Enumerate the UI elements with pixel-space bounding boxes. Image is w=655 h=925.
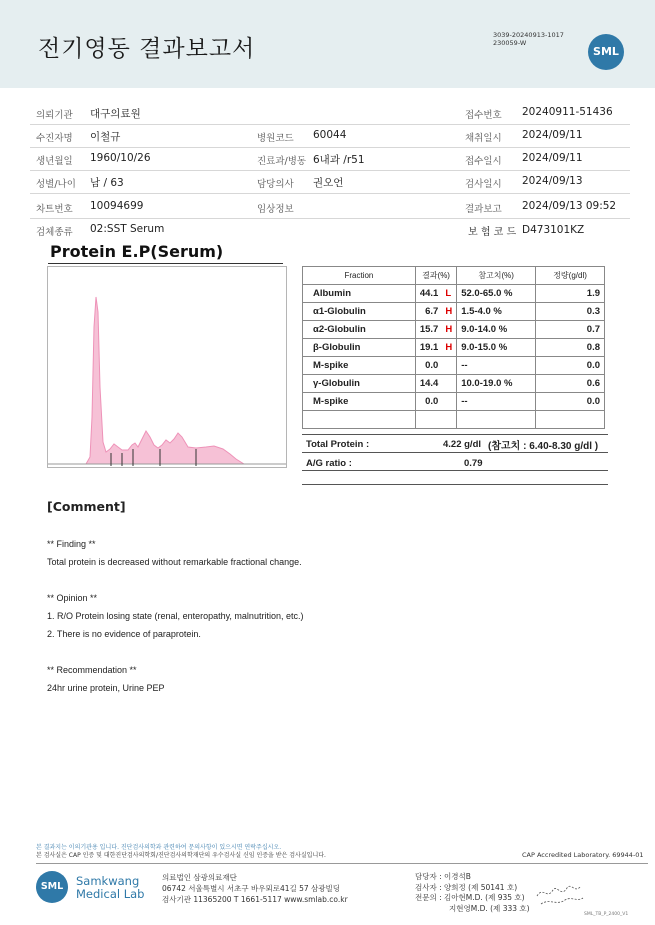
result-flag: [442, 357, 456, 375]
brand-line-2: Medical Lab: [76, 887, 145, 901]
reference-range: --: [457, 357, 536, 375]
staff-line-4: 지현영M.D. (제 333 호): [449, 903, 530, 913]
specimen-label: 검체종류: [36, 227, 73, 238]
quantity-value: 1.9: [536, 285, 605, 303]
report-date-value: 2024/09/13 09:52: [522, 200, 617, 212]
ag-ratio-label: A/G ratio :: [306, 458, 352, 469]
footer-rule: [36, 863, 648, 864]
fraction-name: M-spike: [303, 357, 416, 375]
result-header: 결과(%): [415, 267, 456, 285]
table-row: [303, 375, 605, 393]
chart-no-value: 10094699: [90, 200, 144, 212]
cap-accreditation: CAP Accredited Laboratory. 69944-01: [522, 851, 644, 859]
result-value: 15.7: [415, 321, 442, 339]
info-row-6: [30, 218, 630, 241]
bottom-rule: [302, 484, 608, 485]
table-row: [303, 285, 605, 303]
opinion-item-2: 2. There is no evidence of paraprotein.: [47, 629, 201, 639]
footer-staff: [415, 872, 530, 914]
institution-label: 의뢰기관: [36, 110, 73, 121]
reference-range: --: [457, 393, 536, 411]
reference-header: 참고치(%): [457, 267, 536, 285]
dept-value: 6내과 /r51: [313, 154, 365, 166]
patient-label: 수진자명: [36, 133, 73, 144]
footer-address: [162, 872, 348, 905]
quantity-value: 0.0: [536, 357, 605, 375]
hospital-code-value: 60044: [313, 129, 347, 141]
table-row: [303, 393, 605, 411]
hospital-code-label: 병원코드: [257, 133, 294, 144]
reference-range: 10.0-19.0 %: [457, 375, 536, 393]
dept-label: 진료과/병동: [257, 156, 307, 167]
footer-sml-logo: SML: [36, 871, 68, 903]
received-date-value: 2024/09/11: [522, 152, 583, 164]
opinion-heading: ** Opinion **: [47, 593, 98, 603]
dob-label: 생년월일: [36, 156, 73, 167]
footer-note-2: 본 검사실은 CAP 인증 및 대한진단검사의학회/진단검사의학재단의 우수검사실 신임 인증을 받은 검사실입니다.: [36, 852, 326, 859]
total-protein-value: 4.22 g/dl: [443, 439, 482, 450]
sml-logo: SML: [588, 34, 624, 70]
fraction-name: α2-Globulin: [303, 321, 416, 339]
doctor-value: 권오언: [313, 177, 344, 189]
table-row: [303, 303, 605, 321]
result-flag: [442, 375, 456, 393]
table-header-row: [303, 267, 605, 285]
specimen-value: 02:SST Serum: [90, 223, 165, 235]
staff-line-1: 담당자 : 이경석B: [415, 872, 471, 881]
address-line-3: 검사기관 11365200 T 1661-5117 www.smlab.co.kr: [162, 895, 348, 904]
fraction-name: β-Globulin: [303, 339, 416, 357]
test-date-value: 2024/09/13: [522, 175, 583, 187]
result-value: 19.1: [415, 339, 442, 357]
form-code: SML_TB_P_2400_V1: [584, 912, 629, 917]
address-line-2: 06742 서울특별시 서초구 바우뫼로41길 57 삼광빌딩: [162, 884, 341, 893]
densitometry-curve: [48, 297, 286, 464]
electrophoresis-chart: [47, 266, 287, 468]
recommendation-text: 24hr urine protein, Urine PEP: [47, 683, 165, 693]
staff-line-2: 검사자 : 양희정 (제 50141 호): [415, 882, 518, 892]
opinion-item-1: 1. R/O Protein losing state (renal, enteropathy, malnutrition, etc.): [47, 611, 304, 621]
quantity-header: 정량(g/dl): [536, 267, 605, 285]
result-value: 6.7: [415, 303, 442, 321]
patient-value: 이철규: [90, 131, 121, 143]
collect-date-label: 채취일시: [465, 133, 502, 144]
result-value: 0.0: [415, 357, 442, 375]
sex-age-value: 남 / 63: [90, 177, 124, 189]
report-code-2: 230059-W: [493, 39, 527, 47]
result-flag: H: [442, 339, 456, 357]
info-row-1: [30, 101, 630, 125]
info-row-2: [30, 124, 630, 148]
receipt-no-label: 접수번호: [465, 110, 502, 121]
quantity-value: 0.7: [536, 321, 605, 339]
chart-no-label: 차트번호: [36, 204, 73, 215]
ag-ratio-rule: [302, 470, 608, 471]
reference-range: 1.5-4.0 %: [457, 303, 536, 321]
staff-line-3: 전문의 : 김아현M.D. (제 935 호): [415, 893, 525, 902]
section-underline: [48, 263, 283, 264]
finding-text: Total protein is decreased without remarkable fractional change.: [47, 557, 302, 567]
clinical-info-label: 임상정보: [257, 204, 294, 215]
fraction-header: Fraction: [303, 267, 416, 285]
result-flag: [442, 393, 456, 411]
sex-age-label: 성별/나이: [36, 179, 76, 190]
result-flag: H: [442, 321, 456, 339]
collect-date-value: 2024/09/11: [522, 129, 583, 141]
info-row-3: [30, 147, 630, 171]
report-title: 전기영동 결과보고서: [38, 36, 256, 62]
info-row-5: [30, 195, 630, 219]
fraction-name: α1-Globulin: [303, 303, 416, 321]
recommendation-heading: ** Recommendation **: [47, 665, 137, 675]
quantity-value: 0.3: [536, 303, 605, 321]
signature-scribble: [535, 878, 585, 908]
table-row: [303, 339, 605, 357]
report-codes: [493, 31, 564, 47]
result-flag: H: [442, 303, 456, 321]
comment-title: [Comment]: [47, 499, 126, 514]
report-date-label: 결과보고: [465, 204, 502, 215]
received-date-label: 접수일시: [465, 156, 502, 167]
results-table: [302, 266, 605, 429]
institution-value: 대구의료원: [90, 108, 141, 120]
total-protein-reference: (참고치 : 6.40-8.30 g/dl ): [488, 441, 599, 452]
footer-note-1: 본 결과지는 이의기관용 입니다. 진단검사의학과 관련하여 문의사항이 있으시면 연락주십시오.: [36, 844, 282, 851]
report-code-1: 3039-20240913-1017: [493, 31, 564, 39]
receipt-no-value: 20240911-51436: [522, 106, 613, 118]
insurance-code-value: D473101KZ: [522, 224, 585, 236]
result-value: 44.1: [415, 285, 442, 303]
total-protein-label: Total Protein :: [306, 439, 370, 450]
reference-range: 9.0-15.0 %: [457, 339, 536, 357]
table-row: [303, 321, 605, 339]
fraction-name: M-spike: [303, 393, 416, 411]
finding-heading: ** Finding **: [47, 539, 96, 549]
ag-ratio-value: 0.79: [464, 458, 483, 469]
quantity-value: 0.6: [536, 375, 605, 393]
fraction-name: Albumin: [303, 285, 416, 303]
dob-value: 1960/10/26: [90, 152, 151, 164]
table-empty-row: [303, 411, 605, 429]
address-line-1: 의료법인 삼광의료재단: [162, 873, 237, 882]
reference-range: 52.0-65.0 %: [457, 285, 536, 303]
section-title: Protein E.P(Serum): [50, 242, 224, 261]
brand-line-1: Samkwang: [76, 874, 140, 888]
electrophoresis-trace: [48, 267, 286, 467]
footer-brand: [76, 875, 144, 901]
result-value: 0.0: [415, 393, 442, 411]
result-flag: L: [442, 285, 456, 303]
insurance-code-label: 보 험 코 드: [468, 227, 517, 238]
test-date-label: 검사일시: [465, 179, 502, 190]
quantity-value: 0.8: [536, 339, 605, 357]
quantity-value: 0.0: [536, 393, 605, 411]
reference-range: 9.0-14.0 %: [457, 321, 536, 339]
total-protein-rule: [302, 452, 608, 453]
doctor-label: 담당의사: [257, 179, 294, 190]
fraction-name: γ-Globulin: [303, 375, 416, 393]
info-row-4: [30, 170, 630, 194]
result-value: 14.4: [415, 375, 442, 393]
table-row: [303, 357, 605, 375]
total-protein-top-rule: [302, 434, 608, 435]
